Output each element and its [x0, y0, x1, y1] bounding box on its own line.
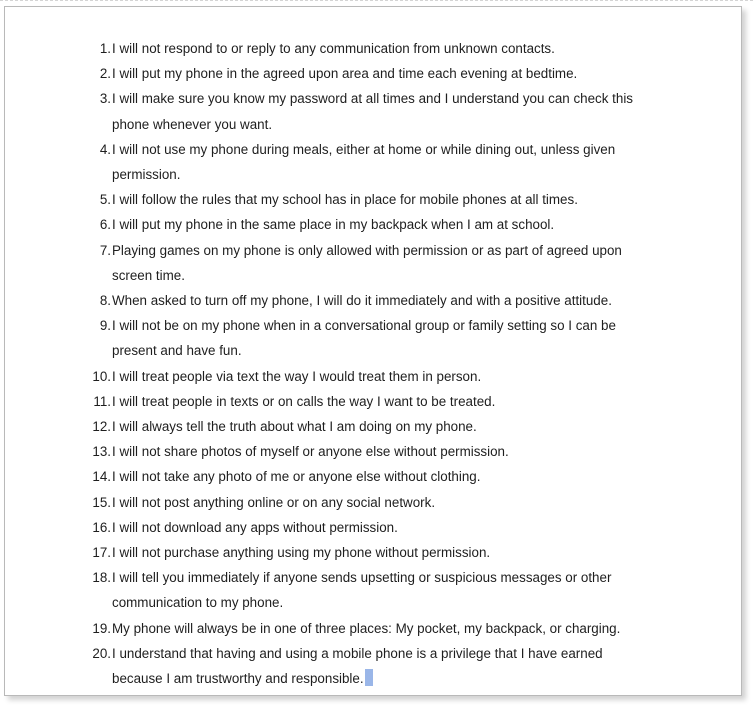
list-item — [75, 86, 675, 136]
rule-number: 20. — [92, 645, 111, 661]
rule-number: 10. — [92, 368, 111, 384]
rule-number: 18. — [92, 570, 111, 586]
list-item — [75, 389, 675, 414]
list-item — [75, 515, 675, 540]
rule-number: 16. — [92, 519, 111, 535]
rule-number: 5. — [99, 192, 111, 208]
list-item — [75, 464, 675, 489]
rule-text: I will not be on my phone when in a conversational group or family setting so I can be present and have fun. — [112, 318, 616, 359]
rule-text: I will treat people in texts or on calls the way I want to be treated. — [112, 393, 496, 409]
rule-number: 2. — [99, 66, 111, 82]
rules-list — [75, 36, 675, 691]
rule-text: I will always tell the truth about what I am doing on my phone. — [112, 419, 477, 435]
rule-number: 13. — [92, 444, 111, 460]
list-item — [75, 641, 675, 691]
rule-text: I will put my phone in the same place in my backpack when I am at school. — [112, 217, 555, 233]
rule-text: I understand that having and using a mobile phone is a privilege that I have earned because I am trustworthy and responsible. — [112, 645, 603, 687]
rule-text: I will treat people via text the way I would treat them in person. — [112, 368, 482, 384]
list-item — [75, 414, 675, 439]
rule-text: I will make sure you know my password at all times and I understand you can check this phone whenever you want. — [112, 91, 633, 132]
list-item — [75, 540, 675, 565]
rule-number: 12. — [92, 419, 111, 435]
list-item — [75, 490, 675, 515]
list-item — [75, 187, 675, 212]
rule-text: My phone will always be in one of three places: My pocket, my backpack, or charging. — [112, 620, 621, 636]
rule-text: Playing games on my phone is only allowed with permission or as part of agreed upon screen time. — [112, 242, 622, 283]
rule-number: 6. — [99, 217, 111, 233]
document-frame — [4, 6, 742, 696]
rule-number: 4. — [99, 141, 111, 157]
list-item — [75, 137, 675, 187]
rule-number: 7. — [99, 242, 111, 258]
rule-number: 11. — [93, 393, 111, 409]
list-item — [75, 313, 675, 363]
list-item — [75, 36, 675, 61]
rule-number: 1. — [99, 41, 111, 56]
rule-number: 3. — [99, 91, 111, 107]
list-item — [75, 212, 675, 237]
rule-text: When asked to turn off my phone, I will do it immediately and with a positive attitude. — [112, 293, 612, 309]
list-item — [75, 439, 675, 464]
rule-text: I will not purchase anything using my phone without permission. — [112, 545, 491, 561]
top-dashed-border — [0, 0, 753, 1]
rule-text: I will put my phone in the agreed upon area and time each evening at bedtime. — [112, 66, 578, 82]
list-item — [75, 616, 675, 641]
rule-number: 8. — [99, 293, 111, 309]
list-item — [75, 61, 675, 86]
text-cursor-highlight — [365, 669, 373, 686]
rule-number: 17. — [92, 545, 111, 561]
list-item — [75, 238, 675, 288]
rule-number: 19. — [92, 620, 111, 636]
rule-number: 15. — [92, 494, 111, 510]
rule-text: I will follow the rules that my school has in place for mobile phones at all times. — [112, 192, 578, 208]
list-item — [75, 288, 675, 313]
rule-text: I will not use my phone during meals, either at home or while dining out, unless given permission. — [112, 141, 616, 183]
list-item — [75, 565, 675, 615]
rule-text: I will not take any photo of me or anyone else without clothing. — [112, 469, 481, 485]
rule-number: 9. — [99, 318, 111, 334]
rule-text: I will tell you immediately if anyone sends upsetting or suspicious messages or other communication to my phone. — [112, 570, 612, 611]
rule-text: I will not share photos of myself or anyone else without permission. — [112, 444, 509, 460]
rule-number: 14. — [92, 469, 111, 485]
rule-text: I will not respond to or reply to any communication from unknown contacts. — [112, 41, 555, 56]
list-item — [75, 364, 675, 389]
rule-text: I will not download any apps without permission. — [112, 519, 398, 535]
rule-text: I will not post anything online or on any social network. — [112, 494, 436, 510]
